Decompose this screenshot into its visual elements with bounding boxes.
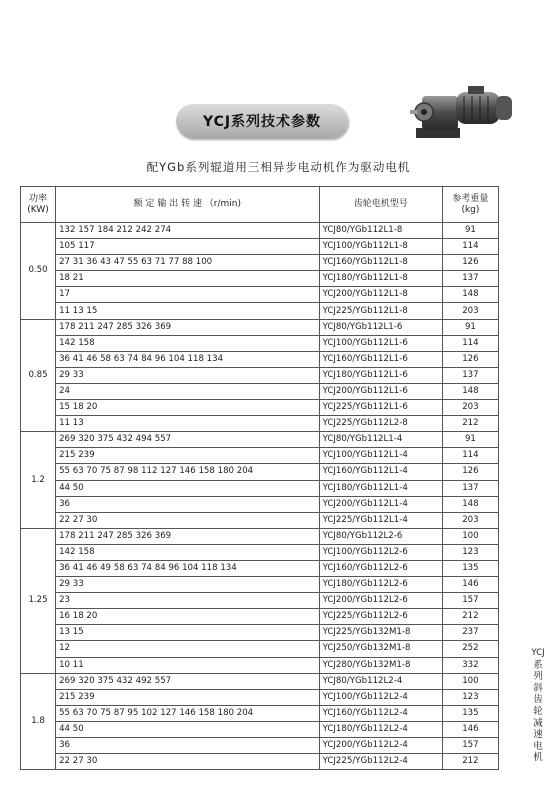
model-cell: YCJ225/YGb132M1-8 bbox=[319, 625, 442, 641]
speed-cell: 269 320 375 432 492 557 bbox=[56, 673, 320, 689]
weight-cell: 114 bbox=[442, 239, 498, 255]
model-cell: YCJ180/YGb112L2-6 bbox=[319, 577, 442, 593]
table-row bbox=[21, 239, 499, 255]
table-row bbox=[21, 319, 499, 335]
model-cell: YCJ160/YGb112L1-6 bbox=[319, 351, 442, 367]
table-row bbox=[21, 223, 499, 239]
speed-cell: 178 211 247 285 326 369 bbox=[56, 319, 320, 335]
table-row bbox=[21, 738, 499, 754]
weight-cell: 123 bbox=[442, 689, 498, 705]
side-label-char: 列 bbox=[533, 671, 543, 683]
weight-cell: 126 bbox=[442, 464, 498, 480]
speed-cell: 17 bbox=[56, 287, 320, 303]
speed-cell: 269 320 375 432 494 557 bbox=[56, 432, 320, 448]
model-cell: YCJ225/YGb112L1-4 bbox=[319, 512, 442, 528]
model-cell: YCJ225/YGb112L2-6 bbox=[319, 609, 442, 625]
model-cell: YCJ180/YGb112L2-4 bbox=[319, 721, 442, 737]
speed-cell: 16 18 20 bbox=[56, 609, 320, 625]
weight-cell: 146 bbox=[442, 721, 498, 737]
model-cell: YCJ180/YGb112L1-4 bbox=[319, 480, 442, 496]
model-cell: YCJ200/YGb112L2-6 bbox=[319, 593, 442, 609]
side-label-latin: YCJ bbox=[531, 648, 545, 658]
model-cell: YCJ200/YGb112L1-8 bbox=[319, 287, 442, 303]
speed-cell: 36 bbox=[56, 496, 320, 512]
model-cell: YCJ80/YGb112L2-4 bbox=[319, 673, 442, 689]
weight-cell: 123 bbox=[442, 544, 498, 560]
power-cell: 1.8 bbox=[21, 673, 56, 770]
speed-cell: 27 31 36 43 47 55 63 71 77 88 100 bbox=[56, 255, 320, 271]
model-cell: YCJ160/YGb112L2-6 bbox=[319, 560, 442, 576]
side-label-char: 轮 bbox=[533, 705, 543, 717]
power-cell: 0.85 bbox=[21, 319, 56, 432]
table-body bbox=[21, 223, 499, 770]
power-header: 功率 (KW) bbox=[21, 187, 56, 223]
weight-cell: 157 bbox=[442, 593, 498, 609]
table-row bbox=[21, 303, 499, 319]
model-cell: YCJ225/YGb112L1-8 bbox=[319, 303, 442, 319]
model-cell: YCJ280/YGb132M1-8 bbox=[319, 657, 442, 673]
weight-cell: 332 bbox=[442, 657, 498, 673]
model-cell: YCJ100/YGb112L2-6 bbox=[319, 544, 442, 560]
power-cell: 1.25 bbox=[21, 528, 56, 673]
table-row bbox=[21, 287, 499, 303]
speed-cell: 44 50 bbox=[56, 721, 320, 737]
speed-cell: 55 63 70 75 87 98 112 127 146 158 180 204 bbox=[56, 464, 320, 480]
speed-cell: 55 63 70 75 87 95 102 127 146 158 180 204 bbox=[56, 705, 320, 721]
weight-cell: 203 bbox=[442, 303, 498, 319]
weight-cell: 146 bbox=[442, 577, 498, 593]
side-series-label bbox=[531, 648, 545, 764]
table-row bbox=[21, 560, 499, 576]
weight-cell: 100 bbox=[442, 528, 498, 544]
model-cell: YCJ100/YGb112L1-4 bbox=[319, 448, 442, 464]
gear-motor-image bbox=[408, 82, 518, 144]
speed-cell: 22 27 30 bbox=[56, 754, 320, 770]
speed-cell: 29 33 bbox=[56, 577, 320, 593]
speed-cell: 29 33 bbox=[56, 367, 320, 383]
weight-cell: 157 bbox=[442, 738, 498, 754]
weight-cell: 148 bbox=[442, 496, 498, 512]
speed-cell: 12 bbox=[56, 641, 320, 657]
speed-cell: 105 117 bbox=[56, 239, 320, 255]
table-row bbox=[21, 448, 499, 464]
table-row bbox=[21, 657, 499, 673]
weight-cell: 212 bbox=[442, 416, 498, 432]
table-row bbox=[21, 464, 499, 480]
table-row bbox=[21, 400, 499, 416]
weight-cell: 137 bbox=[442, 271, 498, 287]
weight-header: 参考重量 (kg) bbox=[442, 187, 498, 223]
table-row bbox=[21, 609, 499, 625]
speed-cell: 24 bbox=[56, 383, 320, 399]
speed-cell: 11 13 15 bbox=[56, 303, 320, 319]
model-cell: YCJ100/YGb112L1-8 bbox=[319, 239, 442, 255]
side-label-char: 齿 bbox=[533, 694, 543, 706]
model-cell: YCJ200/YGb112L1-6 bbox=[319, 383, 442, 399]
speed-header: 额 定 输 出 转 速 （r/min) bbox=[56, 187, 320, 223]
table-row bbox=[21, 512, 499, 528]
table-row bbox=[21, 544, 499, 560]
weight-cell: 114 bbox=[442, 335, 498, 351]
model-cell: YCJ200/YGb112L1-4 bbox=[319, 496, 442, 512]
weight-cell: 137 bbox=[442, 480, 498, 496]
weight-cell: 114 bbox=[442, 448, 498, 464]
speed-cell: 215 239 bbox=[56, 448, 320, 464]
weight-cell: 91 bbox=[442, 432, 498, 448]
weight-cell: 126 bbox=[442, 351, 498, 367]
model-cell: YCJ180/YGb112L1-8 bbox=[319, 271, 442, 287]
side-label-char: 电 bbox=[533, 740, 543, 752]
weight-cell: 237 bbox=[442, 625, 498, 641]
table-row bbox=[21, 673, 499, 689]
speed-cell: 142 158 bbox=[56, 335, 320, 351]
speed-cell: 10 11 bbox=[56, 657, 320, 673]
weight-cell: 203 bbox=[442, 512, 498, 528]
weight-cell: 100 bbox=[442, 673, 498, 689]
speed-cell: 11 13 bbox=[56, 416, 320, 432]
model-cell: YCJ160/YGb112L1-4 bbox=[319, 464, 442, 480]
speed-cell: 13 15 bbox=[56, 625, 320, 641]
table-row bbox=[21, 721, 499, 737]
table-row bbox=[21, 754, 499, 770]
model-cell: YCJ100/YGb112L2-4 bbox=[319, 689, 442, 705]
table-caption: 配YGb系列辊道用三相异步电动机作为驱动电机 bbox=[146, 160, 411, 174]
table-row bbox=[21, 416, 499, 432]
side-label-char: 斜 bbox=[533, 682, 543, 694]
model-cell: YCJ80/YGb112L1-4 bbox=[319, 432, 442, 448]
model-cell: YCJ200/YGb112L2-4 bbox=[319, 738, 442, 754]
speed-cell: 36 41 46 49 58 63 74 84 96 104 118 134 bbox=[56, 560, 320, 576]
model-cell: YCJ180/YGb112L1-6 bbox=[319, 367, 442, 383]
side-label-char: 系 bbox=[533, 659, 543, 671]
speed-cell: 132 157 184 212 242 274 bbox=[56, 223, 320, 239]
model-cell: YCJ80/YGb112L1-6 bbox=[319, 319, 442, 335]
table-row bbox=[21, 335, 499, 351]
speed-cell: 36 bbox=[56, 738, 320, 754]
weight-cell: 148 bbox=[442, 287, 498, 303]
speed-cell: 44 50 bbox=[56, 480, 320, 496]
table-row bbox=[21, 351, 499, 367]
table-row bbox=[21, 593, 499, 609]
table-row bbox=[21, 432, 499, 448]
speed-cell: 178 211 247 285 326 369 bbox=[56, 528, 320, 544]
model-header: 齿轮电机型号 bbox=[319, 187, 442, 223]
weight-cell: 212 bbox=[442, 609, 498, 625]
side-label-char: 机 bbox=[533, 752, 543, 764]
weight-cell: 252 bbox=[442, 641, 498, 657]
table-row bbox=[21, 705, 499, 721]
power-cell: 0.50 bbox=[21, 223, 56, 320]
weight-cell: 148 bbox=[442, 383, 498, 399]
speed-cell: 36 41 46 58 63 74 84 96 104 118 134 bbox=[56, 351, 320, 367]
weight-cell: 203 bbox=[442, 400, 498, 416]
speed-cell: 142 158 bbox=[56, 544, 320, 560]
table-row bbox=[21, 625, 499, 641]
table-row bbox=[21, 383, 499, 399]
weight-cell: 126 bbox=[442, 255, 498, 271]
table-row bbox=[21, 255, 499, 271]
power-cell: 1.2 bbox=[21, 432, 56, 529]
table-row bbox=[21, 528, 499, 544]
table-header-row bbox=[21, 187, 499, 223]
speed-cell: 23 bbox=[56, 593, 320, 609]
model-cell: YCJ80/YGb112L2-6 bbox=[319, 528, 442, 544]
table-row bbox=[21, 480, 499, 496]
speed-cell: 215 239 bbox=[56, 689, 320, 705]
weight-cell: 91 bbox=[442, 319, 498, 335]
table-row bbox=[21, 577, 499, 593]
model-cell: YCJ225/YGb112L2-8 bbox=[319, 416, 442, 432]
side-label-char: 减 bbox=[533, 717, 543, 729]
model-cell: YCJ100/YGb112L1-6 bbox=[319, 335, 442, 351]
model-cell: YCJ225/YGb112L2-4 bbox=[319, 754, 442, 770]
weight-cell: 135 bbox=[442, 705, 498, 721]
model-cell: YCJ160/YGb112L2-4 bbox=[319, 705, 442, 721]
table-row bbox=[21, 367, 499, 383]
table-row bbox=[21, 689, 499, 705]
model-cell: YCJ250/YGb132M1-8 bbox=[319, 641, 442, 657]
table-row bbox=[21, 496, 499, 512]
table-row bbox=[21, 641, 499, 657]
weight-cell: 91 bbox=[442, 223, 498, 239]
speed-cell: 15 18 20 bbox=[56, 400, 320, 416]
model-cell: YCJ80/YGb112L1-8 bbox=[319, 223, 442, 239]
weight-cell: 212 bbox=[442, 754, 498, 770]
page-title: YCJ系列技术参数 bbox=[176, 104, 348, 138]
model-cell: YCJ225/YGb112L1-6 bbox=[319, 400, 442, 416]
weight-cell: 135 bbox=[442, 560, 498, 576]
table-row bbox=[21, 271, 499, 287]
weight-cell: 137 bbox=[442, 367, 498, 383]
speed-cell: 22 27 30 bbox=[56, 512, 320, 528]
model-cell: YCJ160/YGb112L1-8 bbox=[319, 255, 442, 271]
speed-cell: 18 21 bbox=[56, 271, 320, 287]
technical-parameters-table bbox=[20, 186, 499, 770]
side-label-char: 速 bbox=[533, 729, 543, 741]
